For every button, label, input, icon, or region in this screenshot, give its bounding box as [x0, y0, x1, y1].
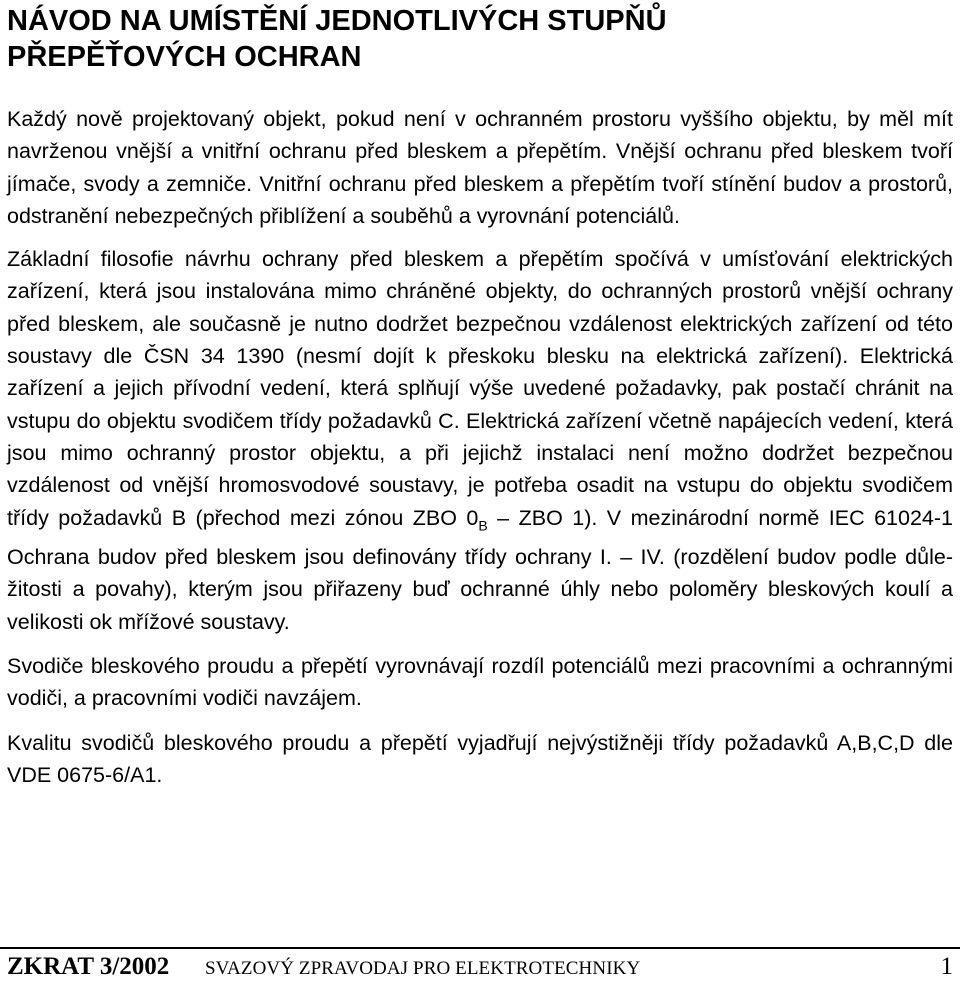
paragraph-philosophy-continuation: – ZBO 1). V mezinárodní normě IEC 61024-1 Ochrana budov před bleskem jsou definovány třídy ochrany I. – IV. (rozdělení budov podle důležitosti a povahy), kterým jsou přiřazeny buď ochranné úhly nebo poloměry bleskových koulí a velikosti ok mřížové soustavy. [7, 505, 953, 634]
document-page [7, 0, 953, 791]
page-footer [7, 952, 953, 982]
footer-tagline: SVAZOVÝ ZPRAVODAJ PRO ELEKTROTECHNIKY [205, 958, 641, 979]
paragraph-philosophy-main: Základní filosofie návrhu ochrany před bleskem a přepětím spočívá v umísťování elektrických zařízení, která jsou instalována mimo chráněné objekty, do ochranných prostorů vnější ochrany před bleskem, ale současně je nutno dodržet bezpečnou vzdálenost elektrických zařízení od této soustavy dle ČSN 34 1390 (nesmí dojít k přeskoku blesku na elektrická zařízení). Elektrická zařízení a jejich přívodní vedení, která splňují výše uvedené požadavky, pak postačí chránit na vstupu do objektu svodičem třídy požadavků C. Elektrická zařízení včetně napájecích vedení, která jsou mimo ochranný prostor objektu, a při jejichž instalaci není možno dodržet bezpečnou vzdálenost od vnější hromosvodové soustavy, je potřeba osadit na vstupu do objektu svodičem třídy požadavků B (přechod mezi zónou ZBO 0 [7, 247, 953, 530]
paragraph-surge-arresters: Svodiče bleskového proudu a přepětí vyrovnávají rozdíl potenciálů mezi pracovními a ochrannými vodiči, a pracovními vodiči navzájem. [7, 654, 953, 711]
footer-page-number: 1 [940, 953, 953, 980]
footer-divider [0, 947, 960, 949]
paragraph-intro: Každý nově projektovaný objekt, pokud není v ochranném prostoru vyššího objektu, by měl mít navrženou vnější a vnitřní ochranu před bleskem a přepětím. Vnější ochranu před bleskem tvoří jímače, svody a zemniče. Vnitřní ochranu před bleskem a přepětím tvoří stínění budov a prostorů, odstranění nebezpečných přiblížení a souběhů a vyrovnání potenciálů. [7, 107, 953, 228]
paragraph-philosophy [7, 243, 953, 638]
footer-magazine-issue: ZKRAT 3/2002 [7, 953, 170, 980]
document-title [7, 3, 953, 75]
paragraph-quality-classes: Kvalitu svodičů bleskového proudu a přepětí vyjadřují nejvýstižněji třídy požadavků A,B,C,D dle VDE 0675-6/A1. [7, 730, 953, 787]
title-line-2: PŘEPĚŤOVÝCH OCHRAN [7, 41, 362, 73]
title-line-1: NÁVOD NA UMÍSTĚNÍ JEDNOTLIVÝCH STUPŇŮ [7, 5, 667, 37]
zone-subscript: B [478, 516, 488, 533]
